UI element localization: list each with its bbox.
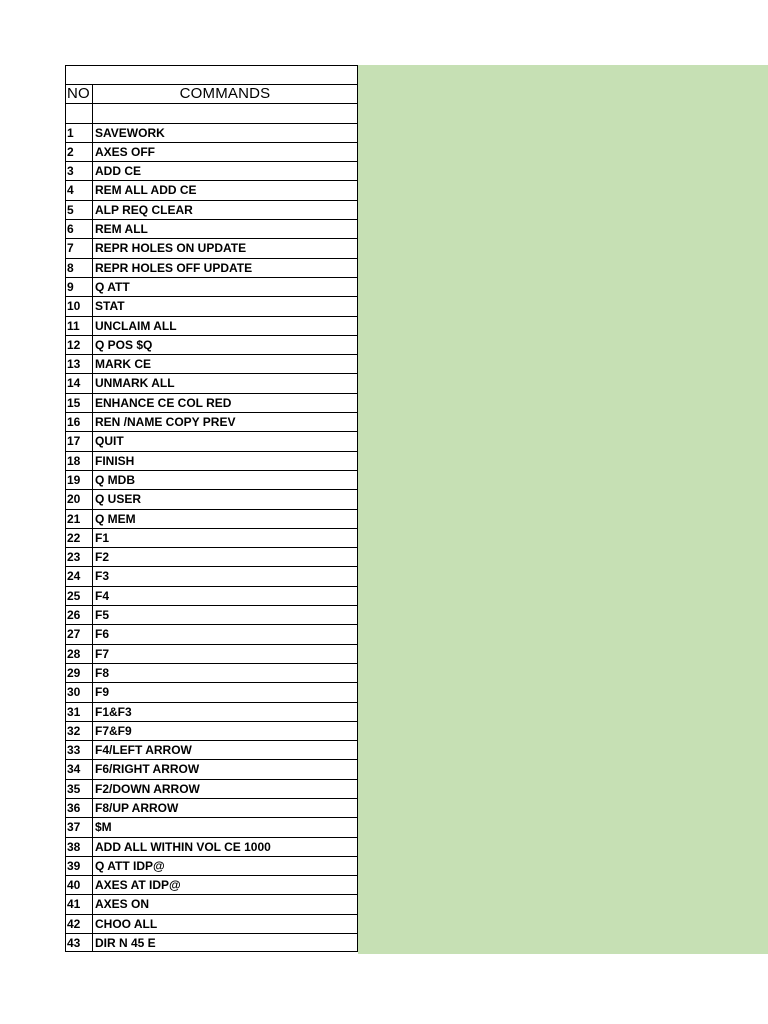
command-cell xyxy=(93,104,357,122)
command-cell: QUIT xyxy=(95,434,124,449)
command-cell: CHOO ALL xyxy=(95,916,158,931)
command-cell: F6/RIGHT ARROW xyxy=(95,762,200,777)
table-row xyxy=(65,161,358,180)
command-cell: F4 xyxy=(95,588,110,603)
table-row xyxy=(65,702,358,721)
table-row xyxy=(65,933,358,952)
table-row xyxy=(65,431,358,450)
table-row xyxy=(65,354,358,373)
table-row xyxy=(65,547,358,566)
command-cell: REM ALL xyxy=(95,222,148,237)
table-row xyxy=(65,412,358,431)
row-number-cell: 42 xyxy=(66,915,93,933)
table-row xyxy=(65,779,358,798)
row-number-cell: 2 xyxy=(66,143,93,161)
command-cell: Q POS $Q xyxy=(95,337,153,352)
table-row xyxy=(65,837,358,856)
command-cell: $M xyxy=(95,820,112,835)
command-cell: Q ATT xyxy=(95,279,130,294)
row-number-cell: 30 xyxy=(66,683,93,701)
row-number-cell: 34 xyxy=(66,760,93,778)
command-cell: Q MDB xyxy=(95,472,135,487)
command-cell: F4/LEFT ARROW xyxy=(95,743,192,758)
table-row xyxy=(65,238,358,257)
row-number-cell: 3 xyxy=(66,162,93,180)
table-row xyxy=(65,393,358,412)
table-row xyxy=(65,489,358,508)
table-row xyxy=(65,373,358,392)
command-cell: REPR HOLES OFF UPDATE xyxy=(95,260,253,275)
table-row xyxy=(65,644,358,663)
row-number-cell: 40 xyxy=(66,876,93,894)
table-row xyxy=(65,740,358,759)
table-row xyxy=(65,624,358,643)
row-number-cell: 11 xyxy=(66,317,93,335)
row-number-cell: 37 xyxy=(66,818,93,836)
table-row xyxy=(65,817,358,836)
row-number-cell: 14 xyxy=(66,374,93,392)
command-cell: AXES AT IDP@ xyxy=(95,878,181,893)
row-number-cell: 25 xyxy=(66,587,93,605)
row-number-cell: 15 xyxy=(66,394,93,412)
row-number-cell: 6 xyxy=(66,220,93,238)
command-cell: FINISH xyxy=(95,453,135,468)
row-number-cell: 21 xyxy=(66,510,93,528)
row-number-cell: 41 xyxy=(66,895,93,913)
table-row xyxy=(65,180,358,199)
command-cell: AXES ON xyxy=(95,897,150,912)
row-number-cell: 38 xyxy=(66,838,93,856)
table-row xyxy=(65,219,358,238)
command-cell: F2/DOWN ARROW xyxy=(95,781,200,796)
table-title-row xyxy=(65,65,358,84)
command-cell: F5 xyxy=(95,608,110,623)
table-row xyxy=(65,509,358,528)
row-number-cell: 19 xyxy=(66,471,93,489)
table-row xyxy=(65,682,358,701)
command-cell: F2 xyxy=(95,550,110,565)
row-number-cell: 4 xyxy=(66,181,93,199)
table-body xyxy=(65,103,358,952)
table-row xyxy=(65,296,358,315)
row-number-cell: 39 xyxy=(66,857,93,875)
command-cell: ADD ALL WITHIN VOL CE 1000 xyxy=(95,839,271,854)
command-cell: F7 xyxy=(95,646,110,661)
command-cell: REN /NAME COPY PREV xyxy=(95,415,236,430)
row-number-cell: 43 xyxy=(66,934,93,951)
row-number-cell: 31 xyxy=(66,703,93,721)
table-row xyxy=(65,914,358,933)
command-cell: SAVEWORK xyxy=(95,125,165,140)
command-cell: Q MEM xyxy=(95,511,136,526)
command-cell: AXES OFF xyxy=(95,144,156,159)
command-cell: F7&F9 xyxy=(95,723,132,738)
table-row xyxy=(65,335,358,354)
row-number-cell: 22 xyxy=(66,529,93,547)
table-row xyxy=(65,894,358,913)
table-row xyxy=(65,759,358,778)
commands-table xyxy=(65,65,358,952)
table-row xyxy=(65,875,358,894)
table-row xyxy=(65,277,358,296)
row-number-cell: 24 xyxy=(66,567,93,585)
command-cell: DIR N 45 E xyxy=(95,936,156,951)
command-cell: MARK CE xyxy=(95,357,151,372)
row-number-cell: 9 xyxy=(66,278,93,296)
row-number-cell: 17 xyxy=(66,432,93,450)
table-row xyxy=(65,721,358,740)
command-cell: Q USER xyxy=(95,492,142,507)
row-number-cell: 26 xyxy=(66,606,93,624)
command-cell: F1&F3 xyxy=(95,704,132,719)
command-cell: F1 xyxy=(95,530,110,545)
command-cell: STAT xyxy=(95,299,125,314)
command-cell: F8 xyxy=(95,665,110,680)
row-number-cell: 10 xyxy=(66,297,93,315)
table-row xyxy=(65,142,358,161)
command-cell: Q ATT IDP@ xyxy=(95,858,165,873)
row-number-cell: 13 xyxy=(66,355,93,373)
table-row xyxy=(65,605,358,624)
row-number-cell: 8 xyxy=(66,259,93,277)
row-number-cell: 33 xyxy=(66,741,93,759)
table-row xyxy=(65,451,358,470)
command-cell: REM ALL ADD CE xyxy=(95,183,197,198)
command-cell: F9 xyxy=(95,685,110,700)
row-number-cell: 28 xyxy=(66,645,93,663)
command-cell: UNMARK ALL xyxy=(95,376,175,391)
table-row xyxy=(65,586,358,605)
row-number-cell: 32 xyxy=(66,722,93,740)
command-cell: ALP REQ CLEAR xyxy=(95,202,193,217)
table-row xyxy=(65,663,358,682)
row-number-cell: 5 xyxy=(66,201,93,219)
command-cell: UNCLAIM ALL xyxy=(95,318,177,333)
row-number-cell: 12 xyxy=(66,336,93,354)
table-header-row xyxy=(65,84,358,103)
row-number-cell: 36 xyxy=(66,799,93,817)
row-number-cell: 23 xyxy=(66,548,93,566)
table-row xyxy=(65,258,358,277)
command-cell: ADD CE xyxy=(95,164,142,179)
header-no: NO xyxy=(66,85,93,103)
row-number-cell: 29 xyxy=(66,664,93,682)
command-cell: ENHANCE CE COL RED xyxy=(95,395,232,410)
command-cell: F8/UP ARROW xyxy=(95,800,179,815)
row-number-cell: 16 xyxy=(66,413,93,431)
row-number-cell xyxy=(66,104,93,122)
row-number-cell: 7 xyxy=(66,239,93,257)
command-cell: F3 xyxy=(95,569,110,584)
row-number-cell: 20 xyxy=(66,490,93,508)
table-row xyxy=(65,316,358,335)
table-row xyxy=(65,200,358,219)
table-row xyxy=(65,856,358,875)
row-number-cell: 1 xyxy=(66,124,93,142)
row-number-cell: 18 xyxy=(66,452,93,470)
green-filled-area xyxy=(358,65,768,954)
table-row xyxy=(65,528,358,547)
command-cell: F6 xyxy=(95,627,110,642)
row-number-cell: 35 xyxy=(66,780,93,798)
table-row xyxy=(65,123,358,142)
table-row xyxy=(65,470,358,489)
header-commands: COMMANDS xyxy=(179,85,271,102)
row-number-cell: 27 xyxy=(66,625,93,643)
table-row xyxy=(65,798,358,817)
command-cell: REPR HOLES ON UPDATE xyxy=(95,241,247,256)
table-row xyxy=(65,103,358,122)
table-row xyxy=(65,566,358,585)
